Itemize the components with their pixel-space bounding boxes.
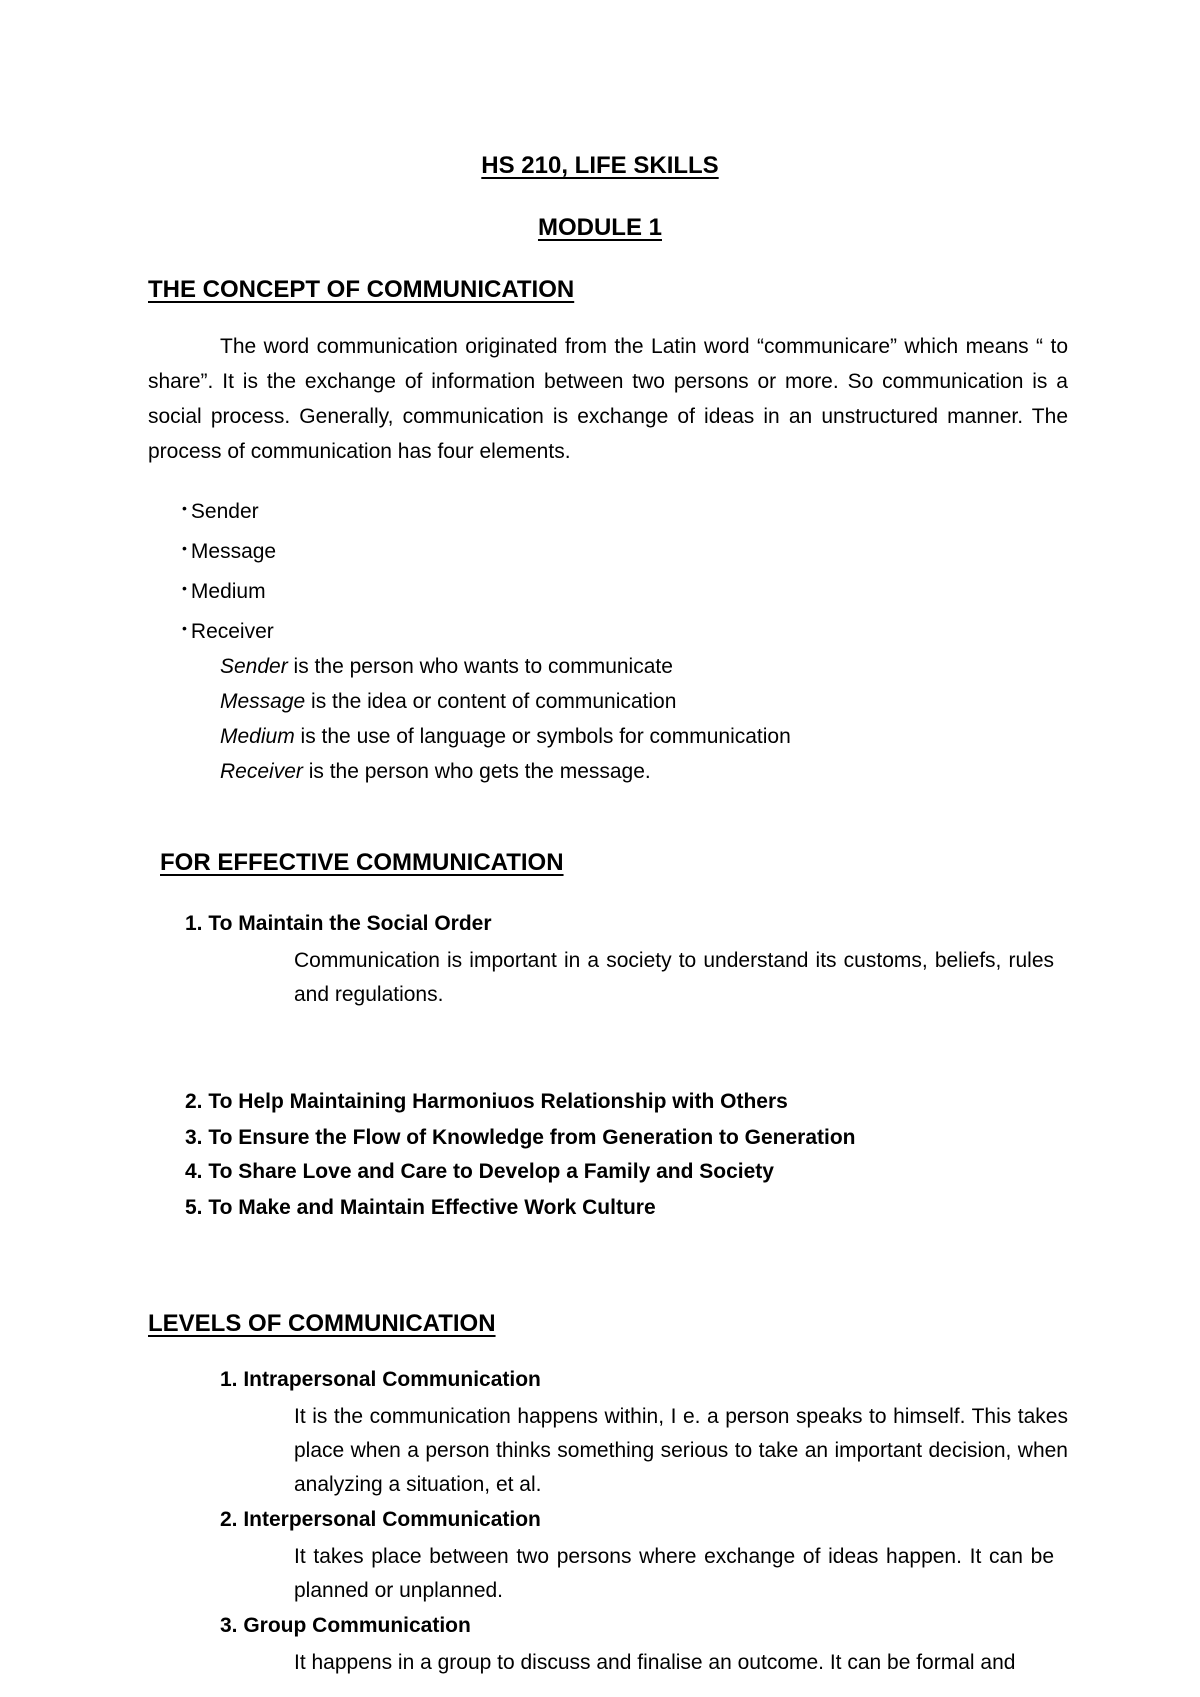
effective-item-2: 2. To Help Maintaining Harmoniuos Relationship with Others bbox=[185, 1090, 788, 1113]
effective-item-3: 3. To Ensure the Flow of Knowledge from Generation to Generation bbox=[185, 1126, 856, 1149]
definition-medium bbox=[220, 725, 791, 749]
definition-sender bbox=[220, 655, 673, 679]
level-3-title: 3. Group Communication bbox=[220, 1614, 471, 1637]
concept-paragraph: The word communication originated from the Latin word “communicare” which means “ to share”. It is the exchange of information between two persons or more. So communication is a social process. Generally, communication is exchange of ideas in an unstructured manner. The process of communication has four elements. bbox=[148, 335, 1068, 463]
definition-text: is the person who wants to communicate bbox=[287, 655, 673, 678]
definition-text: is the person who gets the message. bbox=[302, 760, 651, 783]
bullet-label: Receiver bbox=[190, 620, 274, 643]
bullet-receiver bbox=[182, 620, 274, 644]
level-3-text: It happens in a group to discuss and finalise an outcome. It can be formal and bbox=[294, 1651, 1016, 1674]
effective-item-4: 4. To Share Love and Care to Develop a Family and Society bbox=[185, 1160, 774, 1183]
effective-item-5: 5. To Make and Maintain Effective Work Culture bbox=[185, 1196, 656, 1219]
effective-heading: FOR EFFECTIVE COMMUNICATION bbox=[160, 849, 564, 876]
definition-text: is the idea or content of communication bbox=[305, 690, 677, 713]
level-2-title: 2. Interpersonal Communication bbox=[220, 1508, 541, 1531]
bullet-message bbox=[182, 540, 276, 564]
bullet-dot: • bbox=[182, 500, 187, 516]
effective-item-1-title: 1. To Maintain the Social Order bbox=[185, 912, 492, 935]
bullet-dot: • bbox=[182, 580, 187, 596]
bullet-dot: • bbox=[182, 540, 187, 556]
definition-term: Receiver bbox=[220, 760, 303, 783]
definition-receiver bbox=[220, 760, 651, 784]
definition-message bbox=[220, 690, 676, 714]
effective-item-1-text: Communication is important in a society to understand its customs, beliefs, rules and regulations. bbox=[294, 949, 1054, 1006]
definition-term: Sender bbox=[220, 655, 288, 678]
bullet-sender bbox=[182, 500, 259, 524]
concept-heading: THE CONCEPT OF COMMUNICATION bbox=[148, 276, 575, 303]
bullet-label: Sender bbox=[190, 500, 259, 523]
levels-heading: LEVELS OF COMMUNICATION bbox=[148, 1310, 496, 1337]
definition-term: Medium bbox=[220, 725, 295, 748]
bullet-medium bbox=[182, 580, 266, 604]
definition-term: Message bbox=[220, 690, 306, 713]
bullet-label: Medium bbox=[190, 580, 266, 603]
definition-text: is the use of language or symbols for communication bbox=[294, 725, 791, 748]
level-1-text: It is the communication happens within, I e. a person speaks to himself. This takes place when a person thinks something serious to take an important decision, when analyzing a situation, et al. bbox=[294, 1405, 1068, 1496]
module-title: MODULE 1 bbox=[537, 214, 662, 241]
level-1-title: 1. Intrapersonal Communication bbox=[220, 1368, 541, 1391]
bullet-dot: • bbox=[182, 620, 187, 636]
course-title: HS 210, LIFE SKILLS bbox=[481, 152, 719, 179]
bullet-label: Message bbox=[190, 540, 277, 563]
level-2-text: It takes place between two persons where exchange of ideas happen. It can be planned or unplanned. bbox=[294, 1545, 1054, 1602]
